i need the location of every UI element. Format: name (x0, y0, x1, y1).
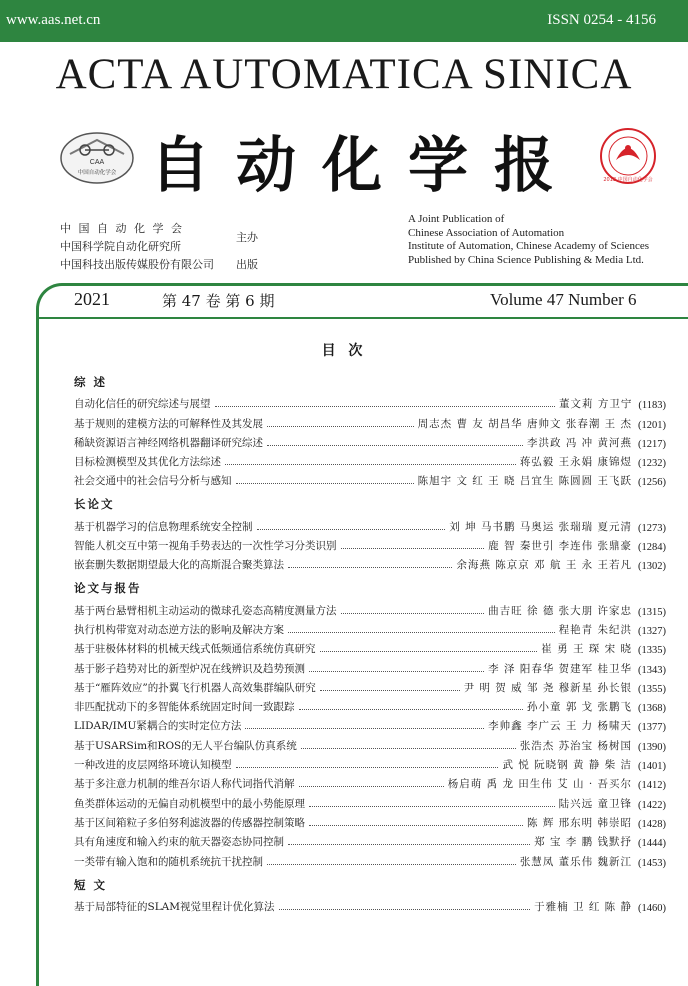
article-title[interactable]: 基于规则的建模方法的可解释性及其发展 (74, 417, 263, 430)
dot-leader (320, 690, 460, 691)
dot-leader (309, 806, 555, 807)
article-page: (1217) (638, 438, 666, 450)
article-title[interactable]: 稀缺资源语言神经网络机器翻译研究综述 (74, 436, 263, 449)
toc-entry[interactable] (74, 849, 666, 868)
article-title[interactable]: 社会交通中的社会信号分析与感知 (74, 475, 232, 488)
section-heading: 综 述 (74, 375, 108, 389)
publisher-en-line: Institute of Automation, Chinese Academy of Sciences (408, 240, 650, 252)
issue-info (36, 289, 688, 319)
article-page: (1368) (638, 703, 666, 715)
article-title[interactable]: 一种改进的皮层网络环境认知模型 (74, 759, 232, 772)
article-title[interactable]: 基于USARSim和ROS的无人平台编队仿真系统 (74, 739, 297, 752)
toc-entry[interactable] (74, 733, 666, 752)
article-page: (1412) (638, 780, 666, 792)
article-page: (1232) (638, 458, 666, 470)
toc-entry[interactable] (74, 676, 666, 695)
article-title[interactable]: 自动化信任的研究综述与展望 (74, 398, 211, 411)
dot-leader (245, 728, 484, 729)
section-heading: 论文与报告 (74, 581, 142, 596)
anniversary-logo-icon (598, 126, 658, 186)
issue-divider (39, 317, 688, 319)
article-authors: 周志杰 曹 友 胡昌华 唐帅文 张春潮 王 杰 (417, 417, 632, 430)
article-page: (1355) (638, 683, 666, 695)
article-title[interactable]: 鱼类群体运动的无偏自动机模型中的最小势能原理 (74, 797, 305, 810)
caa-logo-icon (58, 128, 136, 188)
toc-entry[interactable] (74, 830, 666, 849)
toc-entry[interactable] (74, 450, 666, 469)
article-title[interactable]: 智能人机交互中第一视角手势表达的一次性学习分类识别 (74, 540, 337, 553)
dot-leader (299, 786, 444, 787)
publishers-chinese (60, 220, 214, 274)
dot-leader (236, 483, 414, 484)
dot-leader (301, 748, 516, 749)
article-authors: 鹿 智 秦世引 李连伟 张鼎豪 (488, 540, 632, 553)
article-page: (1444) (638, 838, 666, 850)
article-title[interactable]: 执行机构带宽对动态逆方法的影响及解决方案 (74, 623, 284, 636)
article-title[interactable]: 具有角速度和输入约束的航天器姿态协同控制 (74, 836, 284, 849)
article-title[interactable]: 基于驻极体材料的机械天线式低频通信系统仿真研究 (74, 643, 316, 656)
table-of-contents (74, 372, 666, 914)
toc-entry[interactable] (74, 411, 666, 430)
toc-entry[interactable] (74, 656, 666, 675)
dot-leader (309, 825, 523, 826)
toc-entry[interactable] (74, 695, 666, 714)
article-authors: 陆兴远 童卫锋 (558, 797, 632, 810)
publisher-line: 中国科学院自动化研究所 (60, 240, 181, 253)
article-page: (1273) (638, 522, 666, 534)
article-page: (1401) (638, 761, 666, 773)
article-authors: 余海燕 陈京京 邓 航 王 永 王若凡 (456, 559, 632, 572)
issue-volume-chinese: 第 47 卷 第 6 期 (162, 292, 275, 310)
article-authors: 李帅鑫 李广云 王 力 杨啸天 (488, 720, 632, 733)
article-page: (1327) (638, 625, 666, 637)
issn-number: ISSN 0254 - 4156 (547, 12, 656, 28)
section-heading: 短 文 (74, 877, 108, 892)
toc-entry[interactable] (74, 791, 666, 810)
issue-year: 2021 (74, 289, 110, 309)
article-authors: 董文莉 方卫宁 (559, 398, 633, 411)
sponsor-label: 主办 (236, 231, 258, 244)
article-title[interactable]: 基于区间箱粒子多伯努利滤波器的传感器控制策略 (74, 816, 305, 829)
article-title[interactable]: 一类带有输入饱和的随机系统抗干扰控制 (74, 855, 263, 868)
article-page: (1201) (638, 419, 666, 431)
article-authors: 李 泽 阳春华 贺建军 桂卫华 (488, 662, 632, 675)
article-authors: 尹 明 贺 威 邹 尧 穆新星 孙长银 (463, 681, 632, 694)
toc-entry[interactable] (74, 772, 666, 791)
section-heading: 长论文 (74, 497, 115, 512)
issue-volume-english: Volume 47 Number 6 (490, 290, 637, 309)
dot-leader (288, 632, 555, 633)
article-page: (1428) (638, 818, 666, 830)
dot-leader (341, 548, 485, 549)
article-page: (1302) (638, 561, 666, 573)
article-authors: 刘 坤 马书鹏 马奥运 张瑞瑞 夏元清 (449, 520, 632, 533)
dot-leader (267, 426, 414, 427)
website-url[interactable]: www.aas.net.cn (6, 12, 101, 28)
dot-leader (341, 613, 485, 614)
toc-entry[interactable] (74, 553, 666, 572)
toc-entry[interactable] (74, 895, 666, 914)
article-authors: 杨启萌 禹 龙 田生伟 艾 山 · 吾买尔 (447, 778, 632, 791)
article-title[interactable]: 目标检测模型及其优化方法综述 (74, 456, 221, 469)
publisher-en-line: Chinese Association of Automation (408, 226, 565, 239)
dot-leader (288, 567, 452, 568)
article-authors: 陈旭宇 文 红 王 晓 吕宜生 陈圆圆 王飞跃 (417, 475, 632, 488)
article-title[interactable]: 基于影子趋势对比的新型炉况在线辨识及趋势预测 (74, 662, 305, 675)
article-authors: 蒋弘毅 王永娟 康锦煜 (519, 456, 632, 469)
article-title[interactable]: 基于局部特征的SLAM视觉里程计优化算法 (74, 900, 275, 913)
toc-entry[interactable] (74, 534, 666, 553)
top-banner (0, 0, 688, 42)
article-page: (1335) (638, 645, 666, 657)
article-page: (1315) (638, 606, 666, 618)
article-title[interactable]: 基于“雁阵效应”的扑翼飞行机器人高效集群编队研究 (74, 681, 316, 694)
article-authors: 孙小童 郭 戈 张鹏飞 (526, 701, 632, 714)
publisher-en-line: A Joint Publication of (408, 213, 505, 225)
dot-leader (299, 709, 523, 710)
article-authors: 陈 辉 邢东明 韩崇昭 (526, 816, 632, 829)
article-authors: 程艳青 朱纪洪 (558, 623, 632, 636)
article-authors: 郑 宝 李 鹏 钱默抒 (534, 836, 632, 849)
article-page: (1343) (638, 664, 666, 676)
article-title[interactable]: 非匹配扰动下的多智能体系统固定时间一致跟踪 (74, 701, 295, 714)
toc-entry[interactable] (74, 637, 666, 656)
article-title[interactable]: 嵌套删失数据期望最大化的高斯混合聚类算法 (74, 559, 284, 572)
publisher-line: 中国科技出版传媒股份有限公司 (60, 258, 214, 271)
publisher-label: 出版 (236, 258, 258, 271)
article-title[interactable]: 基于多注意力机制的维吾尔语人称代词指代消解 (74, 778, 295, 791)
article-authors: 于雅楠 卫 红 陈 静 (534, 900, 632, 913)
toc-entry[interactable] (74, 469, 666, 488)
article-page: (1284) (638, 542, 666, 554)
dot-leader (225, 464, 516, 465)
dot-leader (257, 529, 446, 530)
toc-entry[interactable] (74, 392, 666, 411)
dot-leader (320, 651, 538, 652)
dot-leader (215, 406, 556, 407)
caa-logo-subtext: 中国自动化学会 (77, 170, 117, 176)
article-page: (1453) (638, 857, 666, 869)
publisher-en-line: Published by China Science Publishing & Media Ltd. (408, 253, 644, 266)
dot-leader (267, 864, 516, 865)
toc-entry[interactable] (74, 618, 666, 637)
toc-entry[interactable] (74, 431, 666, 450)
journal-title-chinese: 自动化学报 (150, 131, 580, 201)
article-authors: 武 悦 阮晓钢 黄 静 柴 洁 (502, 759, 632, 772)
contents-heading: 目 次 (321, 343, 367, 359)
article-page: (1422) (638, 799, 666, 811)
caa-logo-text: CAA (89, 159, 105, 166)
article-title[interactable]: LIDAR/IMU紧耦合的实时定位方法 (74, 720, 242, 733)
article-title[interactable]: 基于机器学习的信息物理系统安全控制 (74, 520, 253, 533)
article-title[interactable]: 基于两台悬臂相机主动运动的微球孔姿态高精度测量方法 (74, 604, 337, 617)
publishers-english (408, 213, 649, 267)
journal-title-english: ACTA AUTOMATICA SINICA (55, 51, 633, 98)
article-page: (1183) (638, 400, 666, 412)
publisher-line: 中 国 自 动 化 学 会 (60, 222, 184, 235)
article-page: (1377) (638, 722, 666, 734)
dot-leader (288, 844, 530, 845)
toc-entry[interactable] (74, 514, 666, 533)
article-authors: 张浩杰 苏治宝 杨树国 (519, 739, 632, 752)
article-page: (1256) (638, 477, 666, 489)
anniversary-logo-text: 2018 中国自动化学会 (603, 177, 653, 183)
toc-entry[interactable] (74, 598, 666, 617)
toc-entry[interactable] (74, 714, 666, 733)
dot-leader (267, 445, 523, 446)
dot-leader (279, 909, 531, 910)
toc-entry[interactable] (74, 753, 666, 772)
article-authors: 曲吉旺 徐 德 张大朋 许家忠 (488, 604, 632, 617)
article-page: (1460) (638, 902, 666, 914)
dot-leader (309, 671, 484, 672)
toc-entry[interactable] (74, 811, 666, 830)
article-page: (1390) (638, 741, 666, 753)
article-authors: 李洪政 冯 冲 黄河燕 (526, 436, 632, 449)
dot-leader (236, 767, 499, 768)
article-authors: 崔 勇 王 琛 宋 晓 (541, 643, 632, 656)
article-authors: 张慧凤 董乐伟 魏新江 (519, 855, 632, 868)
